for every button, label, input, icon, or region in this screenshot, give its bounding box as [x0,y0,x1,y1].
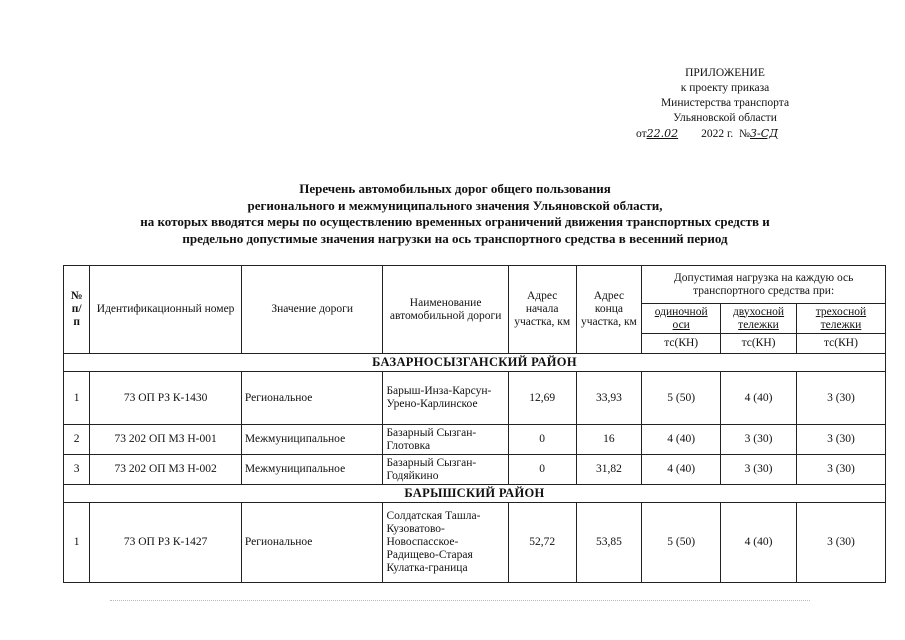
region-row [64,485,886,503]
header-name: Наименование автомобильной дороги [383,266,508,354]
cell-start: 52,72 [508,503,576,583]
title-line-3: на которых вводятся меры по осуществлению временных ограничений движения транспортных средств и [140,214,770,229]
cell-single-load: 4 (40) [642,455,721,485]
cell-num: 2 [64,425,90,455]
cell-end: 16 [576,425,642,455]
cell-significance: Межмуниципальное [241,425,383,455]
cell-significance: Региональное [241,503,383,583]
cell-start: 0 [508,425,576,455]
roads-table [63,265,886,583]
cell-triple-load: 3 (30) [796,455,885,485]
cell-triple-load: 3 (30) [796,372,885,425]
cell-num: 1 [64,503,90,583]
title-line-1: Перечень автомобильных дорог общего пользования [299,181,611,196]
appendix-label: ПРИЛОЖЕНИЕ [685,67,765,79]
cell-start: 12,69 [508,372,576,425]
table-row [64,503,886,583]
appendix-ministry: Министерства транспорта [660,97,790,109]
title-line-2: регионального и межмуниципального значения Ульяновской области, [247,197,663,213]
header-load-group: Допустимая нагрузка на каждую ось транспортного средства при: [642,266,886,304]
cell-start: 0 [508,455,576,485]
cell-triple-load: 3 (30) [796,503,885,583]
header-unit-single: тс(КН) [642,334,721,354]
cell-double-load: 4 (40) [721,372,797,425]
cell-end: 31,82 [576,455,642,485]
cell-double-load: 3 (30) [721,425,797,455]
order-year: 2022 г. [701,128,734,140]
header-unit-triple: тс(КН) [796,334,885,354]
header-single-axle: одиночной оси [642,304,721,334]
cell-double-load: 4 (40) [721,503,797,583]
date-prefix: от [636,128,647,140]
header-id: Идентификационный номер [90,266,242,354]
cell-double-load: 3 (30) [721,455,797,485]
appendix-region: Ульяновской области [673,112,777,124]
appendix-header [600,66,850,142]
header-start: Адрес начала участка, км [508,266,576,354]
page-bottom-edge [110,600,810,602]
handwritten-date: 22.02 [646,127,679,140]
cell-end: 53,85 [576,503,642,583]
header-unit-double: тс(КН) [721,334,797,354]
region-name: БАРЫШСКИЙ РАЙОН [64,485,886,503]
cell-significance: Межмуниципальное [241,455,383,485]
cell-triple-load: 3 (30) [796,425,885,455]
order-line [600,126,850,142]
cell-end: 33,93 [576,372,642,425]
cell-road-name: Базарный Сызган-Годяйкино [383,455,508,485]
handwritten-number: 3-СД [750,127,779,140]
header-significance: Значение дороги [241,266,383,354]
cell-road-name: Солдатская Ташла-Кузоватово-Новоспасское-Радищево-Старая Кулатка-граница [383,503,508,583]
region-row [64,354,886,372]
header-num: № п/ п [64,266,90,354]
header-end: Адрес конца участка, км [576,266,642,354]
header-triple-bogie: трехосной тележки [796,304,885,334]
cell-id: 73 ОП РЗ К-1430 [90,372,242,425]
appendix-subtitle: к проекту приказа [680,82,770,94]
cell-road-name: Базарный Сызган-Глотовка [383,425,508,455]
table-row [64,425,886,455]
header-double-bogie: двухосной тележки [721,304,797,334]
cell-num: 3 [64,455,90,485]
table-row [64,455,886,485]
cell-road-name: Барыш-Инза-Карсун-Урено-Карлинское [383,372,508,425]
title-line-4: предельно допустимые значения нагрузки на ось транспортного средства в весенний период [182,230,728,246]
cell-id: 73 202 ОП МЗ Н-002 [90,455,242,485]
region-name: БАЗАРНОСЫЗГАНСКИЙ РАЙОН [64,354,886,372]
document-title [40,181,870,247]
cell-num: 1 [64,372,90,425]
cell-single-load: 4 (40) [642,425,721,455]
number-prefix: № [739,128,751,140]
cell-id: 73 202 ОП МЗ Н-001 [90,425,242,455]
cell-single-load: 5 (50) [642,372,721,425]
cell-id: 73 ОП РЗ К-1427 [90,503,242,583]
table-row [64,372,886,425]
cell-significance: Региональное [241,372,383,425]
cell-single-load: 5 (50) [642,503,721,583]
